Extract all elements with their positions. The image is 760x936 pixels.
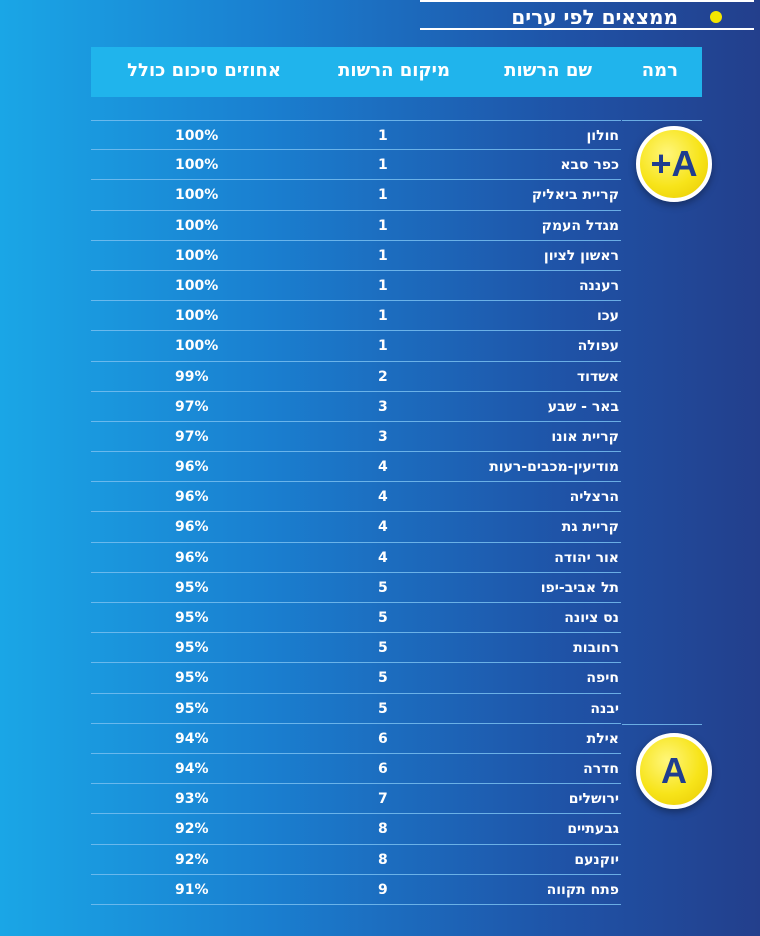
city-percent: 96% — [175, 459, 209, 476]
city-name: עפולה — [577, 338, 619, 355]
section-header — [420, 0, 754, 30]
city-percent: 96% — [175, 489, 209, 506]
city-name: תל אביב-יפו — [540, 579, 619, 596]
city-name: חולון — [586, 128, 619, 144]
city-name: רחובות — [573, 640, 619, 657]
city-name: אילת — [586, 730, 619, 747]
table-row — [91, 422, 621, 452]
page-title: ממצאים לפי ערים — [511, 5, 678, 29]
table-row — [91, 663, 621, 693]
city-name: כפר סבא — [560, 157, 619, 174]
table-row — [91, 875, 621, 905]
city-percent: 92% — [175, 851, 209, 868]
table-row — [91, 362, 621, 392]
city-percent: 94% — [175, 760, 209, 777]
city-name: קריית אונו — [551, 428, 619, 445]
table-row — [91, 482, 621, 512]
city-name: באר - שבע — [547, 398, 619, 415]
city-rank: 1 — [378, 247, 388, 264]
city-percent: 100% — [175, 157, 219, 174]
table-row — [91, 271, 621, 301]
city-name: עכו — [596, 308, 619, 325]
city-percent: 91% — [175, 881, 209, 898]
city-name: מודיעין-מכבים-רעות — [489, 459, 619, 476]
bullet-dot-icon — [710, 11, 722, 23]
table-row — [91, 724, 621, 754]
city-rank: 4 — [378, 549, 388, 566]
table-row — [91, 754, 621, 784]
city-percent: 100% — [175, 247, 219, 264]
city-percent: 96% — [175, 519, 209, 536]
level-divider — [622, 724, 702, 725]
city-rank: 5 — [378, 610, 388, 626]
table-row — [91, 452, 621, 482]
level-a-plus-badge — [636, 126, 712, 202]
table-row — [91, 392, 621, 422]
column-header-percent: אחוזים סיכום כולל — [127, 60, 281, 81]
level-divider — [622, 120, 702, 121]
city-rank: 4 — [378, 519, 388, 536]
city-name: חיפה — [586, 670, 619, 687]
table-row — [91, 120, 621, 150]
results-table — [91, 120, 621, 905]
city-percent: 95% — [175, 579, 209, 596]
badge-label: +A — [650, 143, 698, 184]
city-percent: 99% — [175, 368, 209, 385]
city-name: אשדוד — [576, 368, 619, 385]
table-header — [91, 47, 702, 97]
city-percent: 95% — [175, 610, 209, 626]
city-rank: 2 — [378, 368, 388, 385]
city-rank: 8 — [378, 851, 388, 868]
table-row — [91, 331, 621, 361]
city-rank: 1 — [378, 157, 388, 174]
city-rank: 4 — [378, 489, 388, 506]
city-percent: 96% — [175, 549, 209, 566]
city-percent: 97% — [175, 398, 209, 415]
city-name: פתח תקווה — [546, 881, 619, 898]
city-name: יוקנעם — [574, 851, 619, 868]
table-row — [91, 543, 621, 573]
column-header-name: שם הרשות — [504, 60, 592, 81]
city-rank: 1 — [378, 187, 388, 204]
city-name: קריית גת — [561, 519, 619, 536]
city-name: קריית ביאליק — [531, 187, 619, 204]
city-name: מגדל העמק — [541, 217, 619, 234]
table-row — [91, 573, 621, 603]
city-name: גבעתיים — [567, 821, 619, 838]
city-rank: 1 — [378, 308, 388, 325]
city-name: ראשון לציון — [543, 247, 619, 264]
table-row — [91, 845, 621, 875]
city-rank: 8 — [378, 821, 388, 838]
city-percent: 100% — [175, 338, 219, 355]
city-rank: 5 — [378, 700, 388, 717]
table-row — [91, 694, 621, 724]
city-name: חדרה — [583, 760, 619, 777]
city-percent: 100% — [175, 187, 219, 204]
city-percent: 100% — [175, 128, 219, 144]
table-row — [91, 784, 621, 814]
city-rank: 5 — [378, 670, 388, 687]
table-row — [91, 814, 621, 844]
city-percent: 95% — [175, 640, 209, 657]
city-name: יבנה — [590, 700, 619, 717]
city-percent: 94% — [175, 730, 209, 747]
city-rank: 1 — [378, 128, 388, 144]
city-percent: 93% — [175, 791, 209, 808]
city-name: נס ציונה — [564, 610, 619, 626]
city-rank: 1 — [378, 217, 388, 234]
city-rank: 6 — [378, 730, 388, 747]
city-percent: 100% — [175, 308, 219, 325]
city-name: רעננה — [578, 277, 619, 294]
city-percent: 97% — [175, 428, 209, 445]
table-row — [91, 603, 621, 633]
city-rank: 1 — [378, 277, 388, 294]
table-row — [91, 633, 621, 663]
city-name: אור יהודה — [554, 549, 619, 566]
column-header-rank: מיקום הרשות — [338, 60, 450, 81]
city-rank: 6 — [378, 760, 388, 777]
city-rank: 3 — [378, 398, 388, 415]
level-a-badge — [636, 733, 712, 809]
city-percent: 92% — [175, 821, 209, 838]
table-row — [91, 211, 621, 241]
city-rank: 5 — [378, 579, 388, 596]
table-row — [91, 301, 621, 331]
table-row — [91, 150, 621, 180]
city-rank: 1 — [378, 338, 388, 355]
city-percent: 100% — [175, 277, 219, 294]
city-percent: 95% — [175, 670, 209, 687]
badge-label: A — [661, 750, 687, 791]
city-rank: 5 — [378, 640, 388, 657]
city-rank: 3 — [378, 428, 388, 445]
table-row — [91, 241, 621, 271]
city-rank: 7 — [378, 791, 388, 808]
city-percent: 95% — [175, 700, 209, 717]
city-name: הרצליה — [569, 489, 619, 506]
city-percent: 100% — [175, 217, 219, 234]
table-row — [91, 180, 621, 210]
city-name: ירושלים — [568, 791, 619, 808]
city-rank: 4 — [378, 459, 388, 476]
table-row — [91, 512, 621, 542]
city-rank: 9 — [378, 881, 388, 898]
column-header-level: רמה — [641, 60, 678, 81]
